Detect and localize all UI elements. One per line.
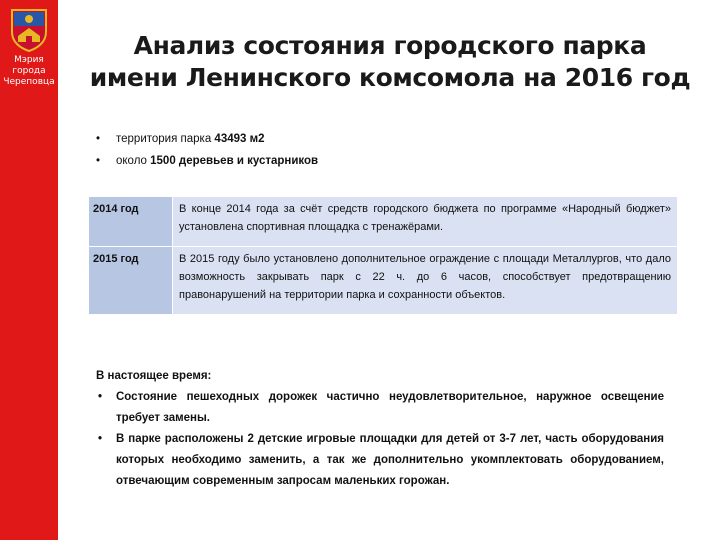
table-row [89, 247, 678, 315]
year-cell: 2014 год [89, 197, 173, 247]
fact-value: 1500 деревьев и кустарников [150, 155, 319, 167]
sidebar [0, 0, 58, 540]
section-heading: В настоящее время: [96, 370, 212, 382]
fact-label: около [116, 155, 151, 167]
fact-value: 43493 м2 [214, 133, 265, 145]
park-facts-list [96, 128, 318, 172]
page-title [70, 30, 710, 94]
city-crest-icon [8, 6, 50, 52]
year-cell: 2015 год [89, 247, 173, 315]
list-item: • В парке расположены 2 детские игровые площадки для детей от 3-7 лет, часть оборудования которых необходимо заменить, а так же дополнительно укомплектовать оборудованием, отвечающим современным запросам маленьких горожан. [96, 429, 664, 492]
fact-item [96, 150, 318, 172]
title-line: Анализ состояния городского парка [133, 31, 647, 60]
list-item: • Состояние пешеходных дорожек частично неудовлетворительное, наружное освещение требует замены. [96, 387, 664, 429]
current-state-list [96, 387, 664, 492]
fact-label: территория парка [116, 133, 215, 145]
description-cell: В 2015 году было установлено дополнительное ограждение с площади Металлургов, что дало возможность закрывать парк с 22 ч. до 6 часов, способствует предотвращению правонарушений на территории парка и сохранности объектов. [173, 247, 678, 315]
description-cell: В конце 2014 года за счёт средств городского бюджета по программе «Народный бюджет» установлена спортивная площадка с тренажёрами. [173, 197, 678, 247]
title-line: имени Ленинского комсомола на 2016 год [89, 63, 691, 92]
table-row [89, 197, 678, 247]
history-table [88, 196, 678, 315]
fact-item [96, 128, 318, 150]
current-state-section [96, 366, 664, 492]
org-line: города [12, 66, 46, 76]
organization-name [0, 55, 58, 88]
org-line: Череповца [3, 77, 55, 87]
org-line: Мэрия [14, 55, 44, 65]
